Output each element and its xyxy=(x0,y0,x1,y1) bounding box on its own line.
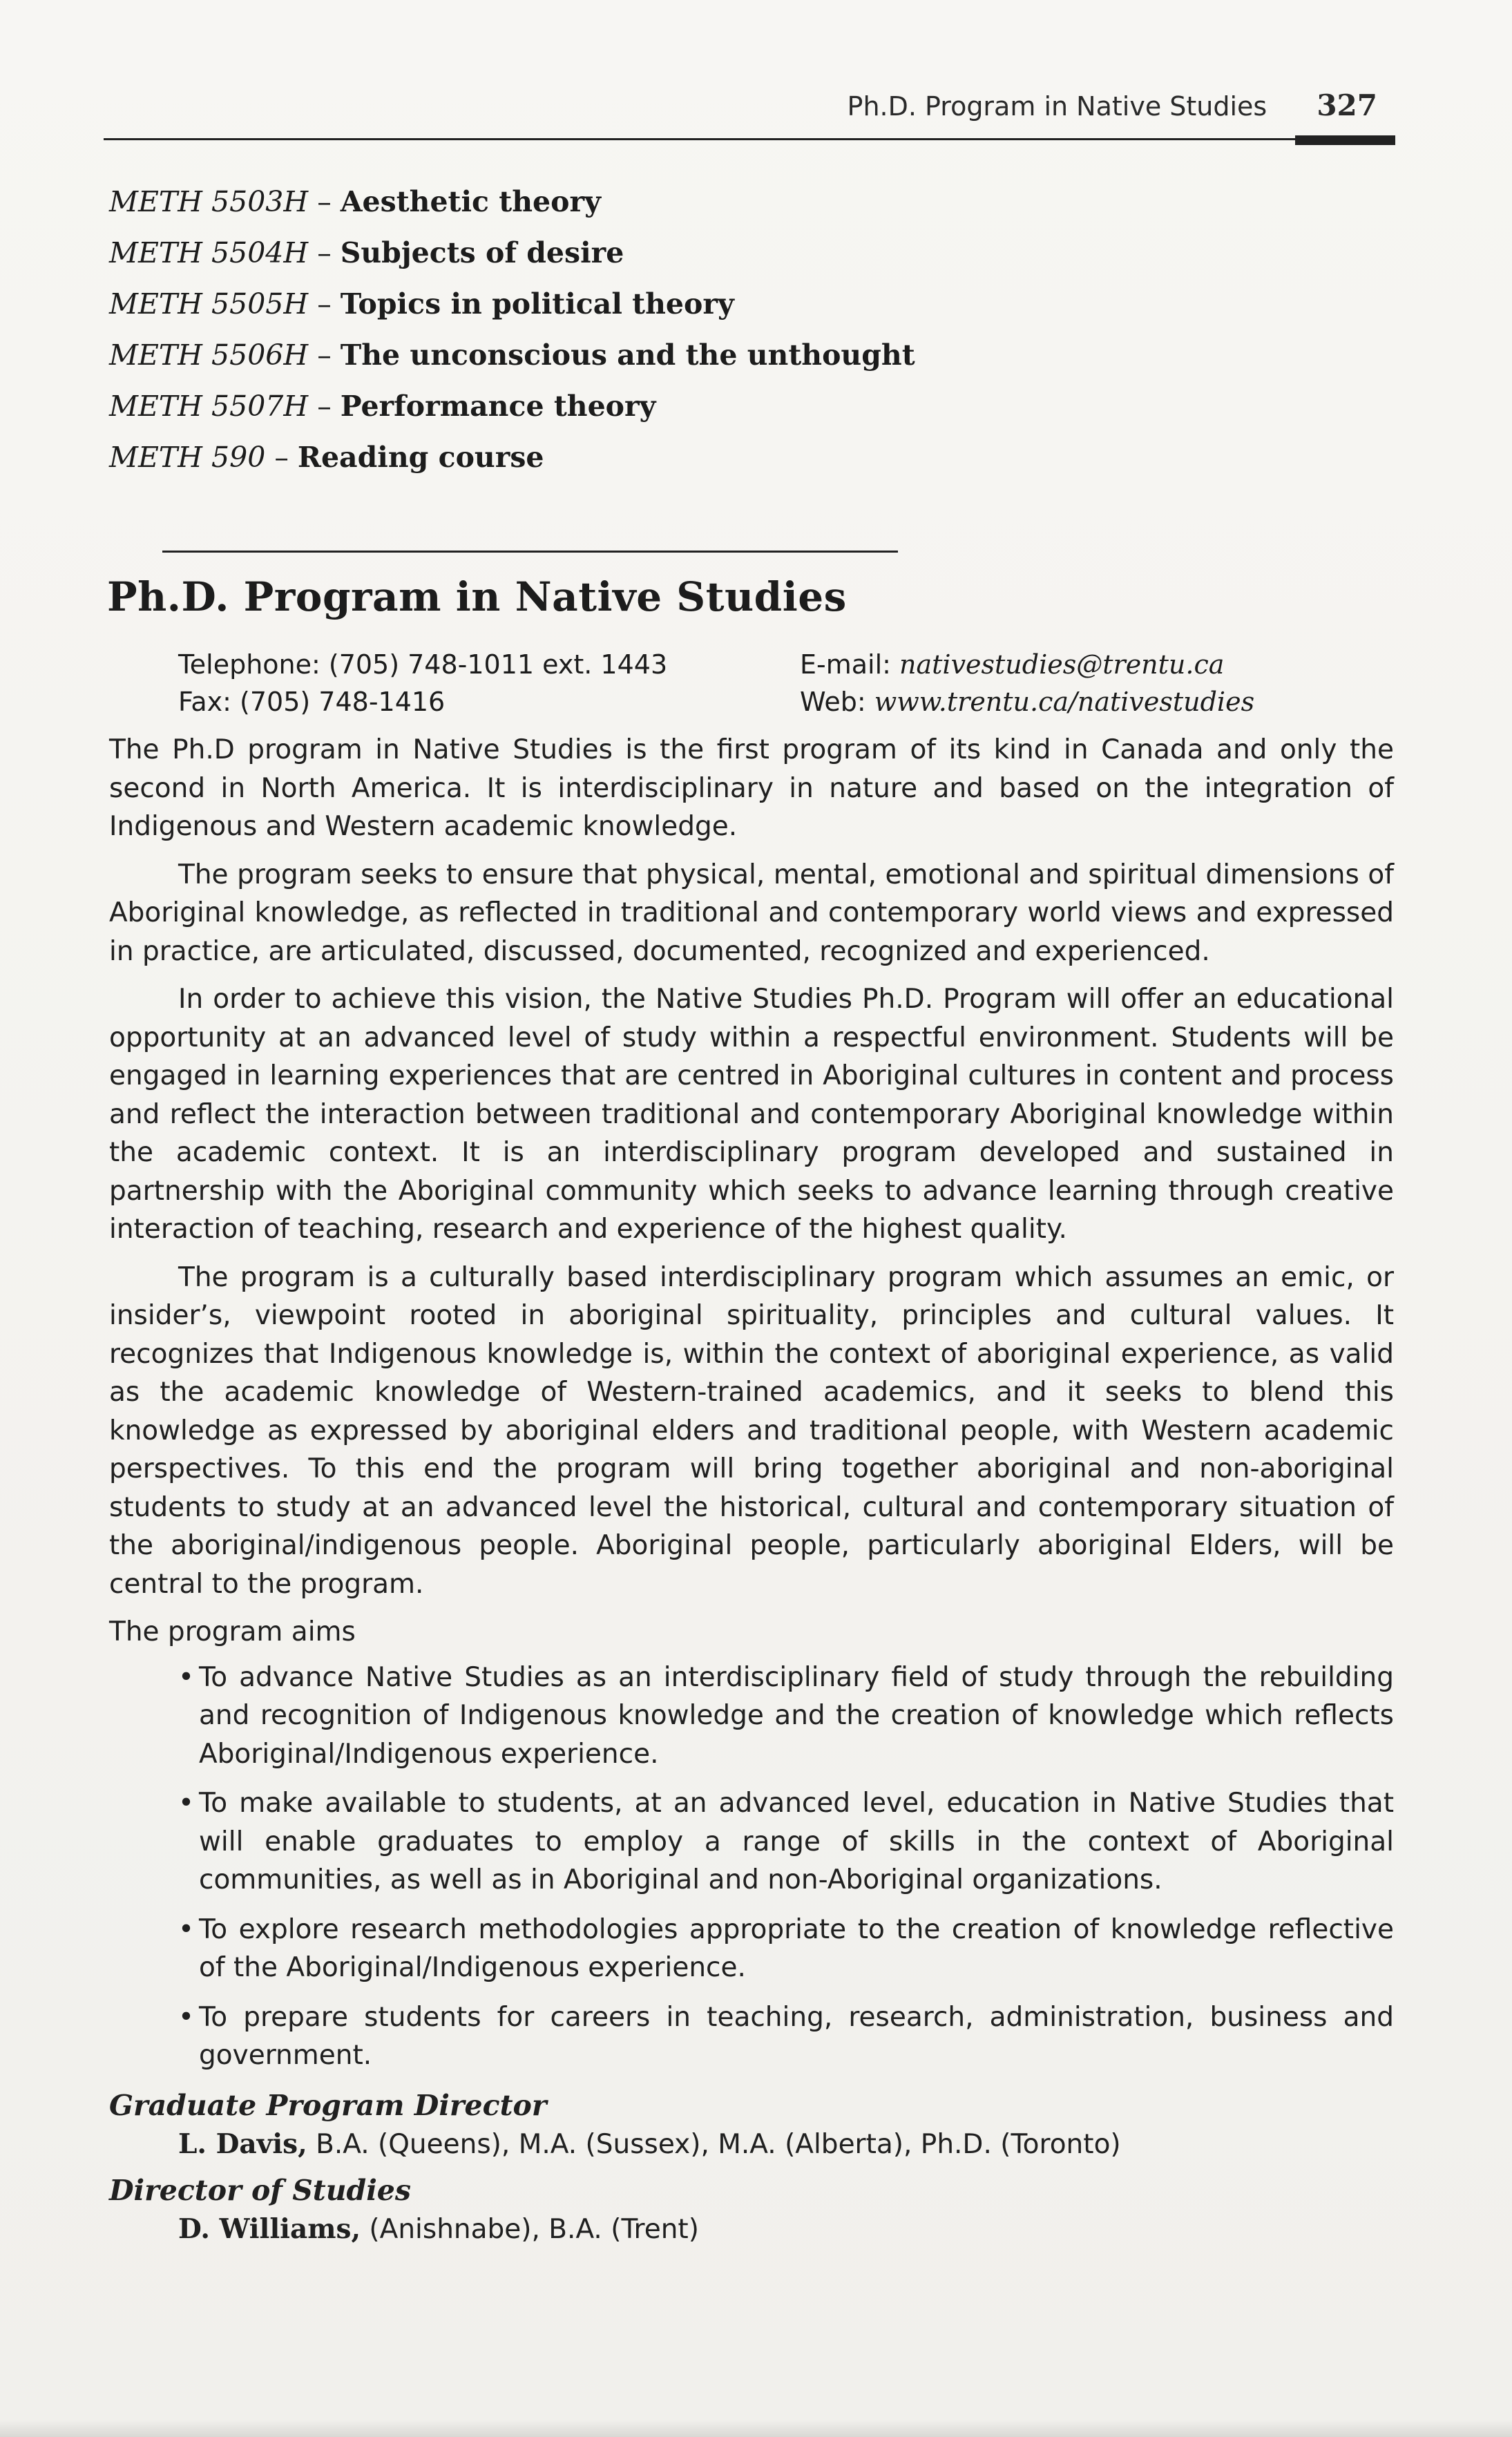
web-label: Web: xyxy=(800,687,874,717)
course-name: Aesthetic theory xyxy=(340,185,601,218)
course-separator: – xyxy=(308,390,341,423)
aims-list xyxy=(109,1659,1394,2075)
director-heading: Graduate Program Director xyxy=(109,2088,547,2122)
contact-block xyxy=(178,646,1422,720)
studies-heading: Director of Studies xyxy=(109,2173,411,2207)
aim-text: To prepare students for careers in teaching, research, administration, business and government. xyxy=(199,2001,1394,2071)
telephone: Telephone: (705) 748-1011 ext. 1443 xyxy=(178,649,668,680)
course-item xyxy=(109,441,915,492)
aims-intro: The program aims xyxy=(109,1616,356,1647)
paragraph: The program is a culturally based interdisciplinary program which assumes an emic, or insider’s, viewpoint rooted in aboriginal spirituality, principles and cultural values. It recognizes that Indigenous knowledge is, within the context of aboriginal experience, as valid as the academic knowledge of Western-trained academics, and it seeks to blend this knowledge as expressed by aboriginal elders and traditional people, with Western academic perspectives. To this end the program will bring together aboriginal and non-aboriginal students to study at an advanced level the historical, cultural and contemporary situation of the aboriginal/indigenous people. Aboriginal people, particularly aboriginal Elders, will be central to the program. xyxy=(109,1261,1394,1600)
course-item xyxy=(109,390,915,441)
course-code: METH 5506H xyxy=(109,338,309,372)
course-separator: – xyxy=(308,236,341,269)
studies-name: D. Williams, xyxy=(178,2213,361,2245)
header-thumb-tab xyxy=(1295,135,1395,145)
course-list xyxy=(109,185,915,492)
director-credentials: B.A. (Queens), M.A. (Sussex), M.A. (Alberta), Ph.D. (Toronto) xyxy=(307,2128,1121,2160)
section-divider xyxy=(162,551,898,553)
course-code: METH 590 xyxy=(109,441,266,474)
course-name: Topics in political theory xyxy=(340,287,734,321)
bullet-icon: • xyxy=(178,2001,195,2033)
email-label: E-mail: xyxy=(800,649,900,680)
aim-item xyxy=(178,1998,1394,2075)
aim-item xyxy=(178,1911,1394,1987)
header-rule xyxy=(104,138,1395,140)
course-item xyxy=(109,287,915,338)
bullet-icon: • xyxy=(178,1661,195,1693)
course-separator: – xyxy=(308,338,341,372)
course-item xyxy=(109,236,915,287)
aim-text: To make available to students, at an advanced level, education in Native Studies that will enable graduates to employ a range of skills in the context of Aboriginal communities, as well as in Aboriginal and non-Aboriginal organizations. xyxy=(199,1788,1394,1895)
aim-item xyxy=(178,1659,1394,1774)
course-code: METH 5504H xyxy=(109,236,309,269)
studies-entry xyxy=(178,2210,1394,2249)
web-address: www.trentu.ca/nativestudies xyxy=(874,687,1255,717)
program-description xyxy=(109,731,1394,2250)
course-separator: – xyxy=(308,185,341,218)
aim-text: To explore research methodologies appropriate to the creation of knowledge reflective of the Aboriginal/Indigenous experience. xyxy=(199,1913,1394,1983)
director-name: L. Davis, xyxy=(178,2128,307,2160)
running-head xyxy=(848,88,1377,122)
director-entry xyxy=(178,2125,1394,2164)
running-title: Ph.D. Program in Native Studies xyxy=(847,91,1267,122)
course-item xyxy=(109,338,915,390)
studies-credentials: (Anishnabe), B.A. (Trent) xyxy=(361,2213,699,2245)
paragraph: In order to achieve this vision, the Native Studies Ph.D. Program will offer an educational opportunity at an advanced level of study within a respectful environment. Students will be engaged in learning experiences that are centred in Aboriginal cultures in content and process and reflect the interaction between traditional and contemporary Aboriginal knowledge within the academic context. It is an interdisciplinary program developed and sustained in partnership with the Aboriginal community which seeks to advance learning through creative interaction of teaching, research and experience of the highest quality. xyxy=(109,984,1394,1245)
scan-edge xyxy=(0,2420,1512,2437)
paragraph: The Ph.D program in Native Studies is the first program of its kind in Canada and only the second in North America. It is interdisciplinary in nature and based on the integration of Indigenous and Western academic knowledge. xyxy=(109,734,1394,842)
course-separator: – xyxy=(265,441,298,474)
page-number: 327 xyxy=(1317,88,1377,122)
course-code: METH 5503H xyxy=(109,185,309,218)
aim-item xyxy=(178,1784,1394,1900)
paragraph: The program seeks to ensure that physical, mental, emotional and spiritual dimensions of Aboriginal knowledge, as reflected in traditional and contemporary world views and expressed in practice, are articulated, discussed, documented, recognized and experienced. xyxy=(109,859,1394,967)
course-name: Performance theory xyxy=(340,390,656,423)
program-title: Ph.D. Program in Native Studies xyxy=(107,573,847,620)
course-name: Subjects of desire xyxy=(340,236,624,269)
web-line xyxy=(800,683,1254,720)
course-name: Reading course xyxy=(297,441,544,474)
bullet-icon: • xyxy=(178,1913,195,1945)
aim-text: To advance Native Studies as an interdisciplinary field of study through the rebuilding and recognition of Indigenous knowledge and the creation of knowledge which reflects Aboriginal/Indigenous experience. xyxy=(199,1661,1394,1770)
course-separator: – xyxy=(308,287,341,321)
course-code: METH 5505H xyxy=(109,287,309,321)
course-code: METH 5507H xyxy=(109,390,309,423)
course-item xyxy=(109,185,915,236)
fax: Fax: (705) 748-1416 xyxy=(178,687,446,717)
course-name: The unconscious and the unthought xyxy=(340,338,915,372)
email-line xyxy=(800,646,1224,683)
bullet-icon: • xyxy=(178,1788,195,1819)
email-address: nativestudies@trentu.ca xyxy=(899,649,1225,680)
